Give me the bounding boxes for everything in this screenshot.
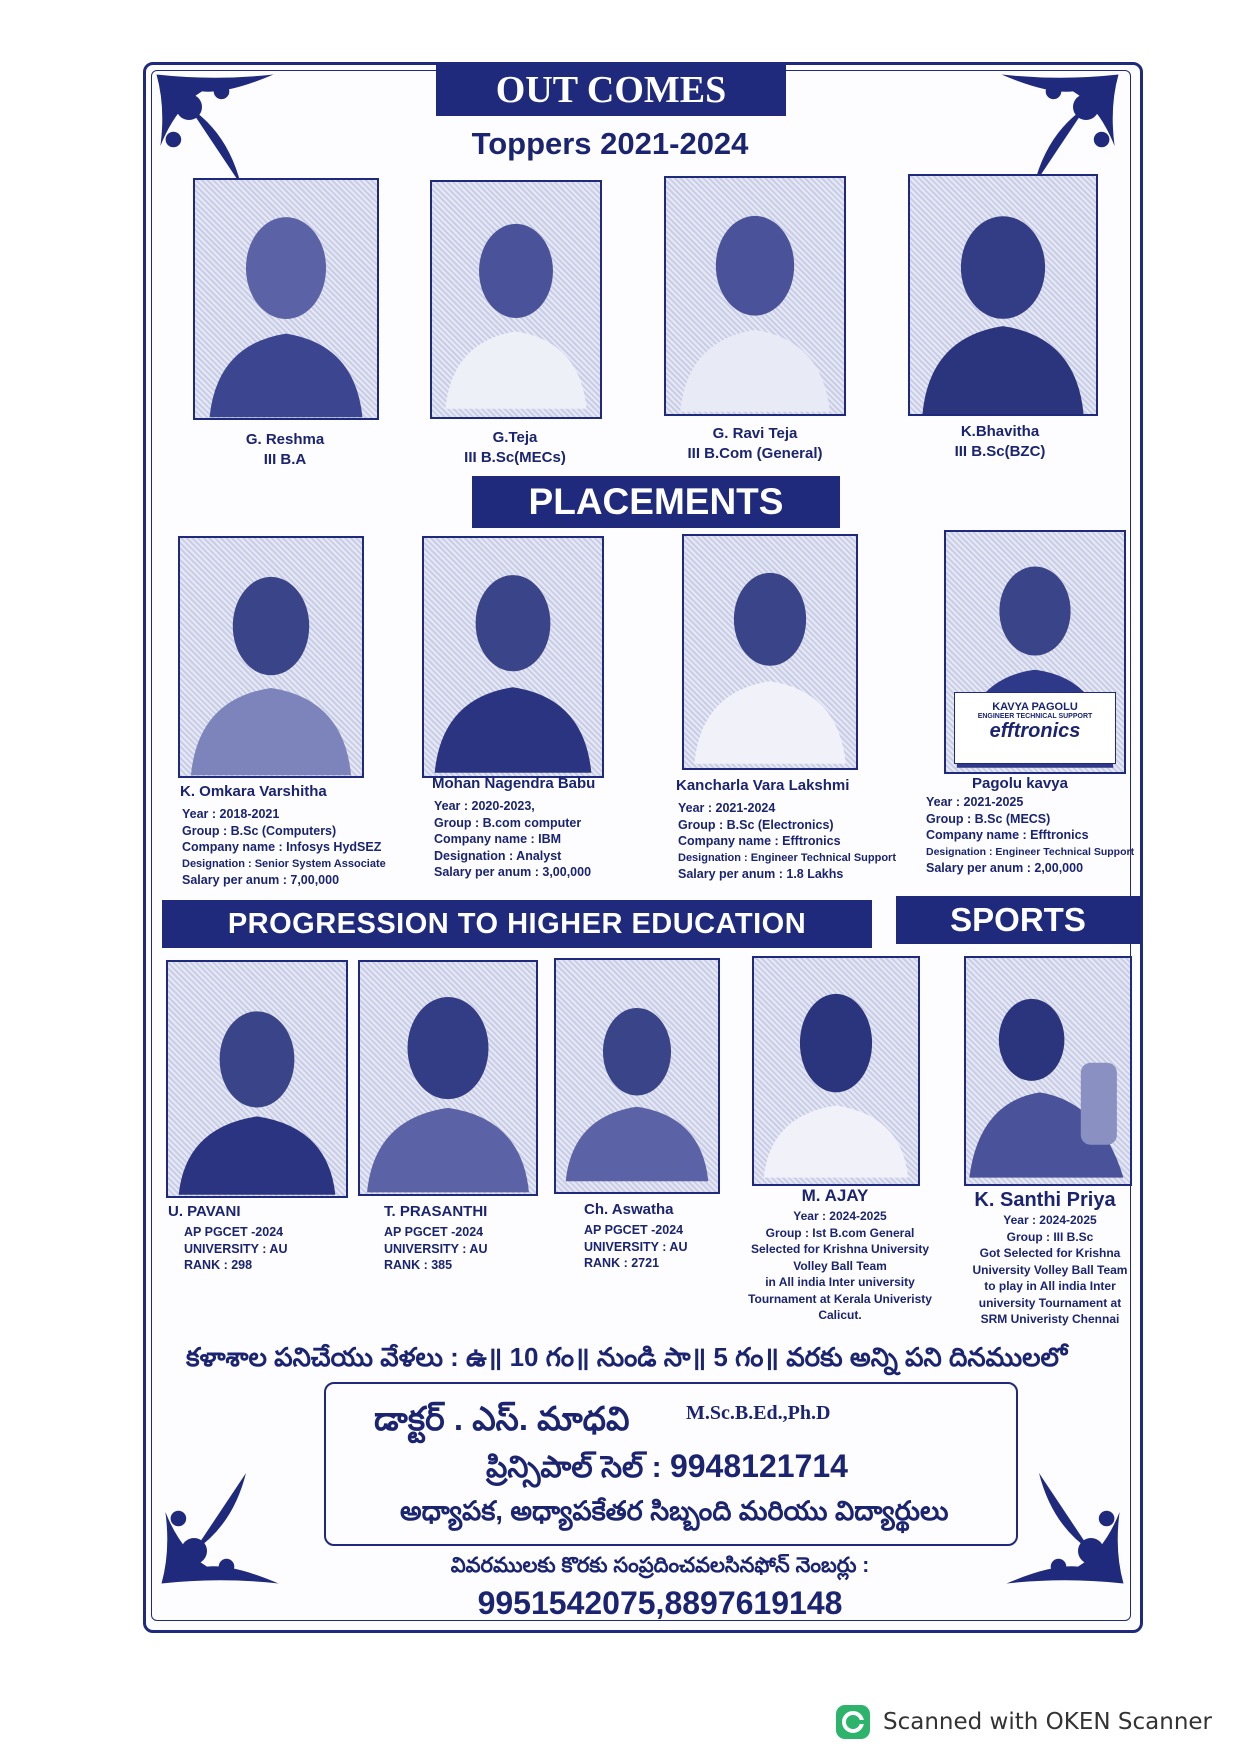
higher-ed-details-1 bbox=[184, 1224, 288, 1274]
topper-name: K.Bhavitha bbox=[960, 423, 1040, 440]
topper-course: III B.Sc(BZC) bbox=[954, 443, 1046, 460]
detail-line: Group : B.com computer bbox=[434, 815, 582, 830]
placement-photo-4 bbox=[944, 530, 1126, 774]
detail-line: UNIVERSITY : AU bbox=[384, 1241, 488, 1256]
college-hours: కళాశాల పనిచేయు వేళలు : ఉ॥ 10 గం॥ నుండి సా॥ 5 గం॥ వరకు అన్ని పని దినములలో bbox=[186, 1342, 1068, 1372]
detail-line: Got Selected for Krishna bbox=[979, 1246, 1121, 1260]
detail-line: Year : 2024-2025 bbox=[1003, 1213, 1097, 1227]
principal-degree: M.Sc.B.Ed.,Ph.D bbox=[686, 1402, 831, 1424]
topper-course: III B.Com (General) bbox=[687, 445, 823, 462]
topper-name: G. Reshma bbox=[245, 431, 325, 448]
higher-ed-name-3: Ch. Aswatha bbox=[584, 1201, 674, 1218]
sports-name-2: K. Santhi Priya bbox=[974, 1189, 1116, 1211]
detail-line: Company name : Infosys HydSEZ bbox=[182, 840, 382, 854]
detail-line: Salary per anum : 2,00,000 bbox=[926, 861, 1084, 875]
topper-caption-1 bbox=[195, 430, 375, 470]
sports-banner: SPORTS bbox=[896, 896, 1140, 944]
detail-line: Volley Ball Team bbox=[793, 1258, 887, 1273]
higher-ed-photo-3 bbox=[554, 958, 720, 1194]
scanner-watermark bbox=[835, 1702, 1215, 1742]
detail-line: Group : B.Sc (Electronics) bbox=[678, 817, 834, 832]
detail-line: AP PGCET -2024 bbox=[584, 1223, 684, 1237]
sports-details-1 bbox=[720, 1208, 960, 1324]
detail-line: Group : III B.Sc bbox=[1006, 1229, 1094, 1244]
employee-id-badge bbox=[954, 692, 1116, 764]
topper-photo-3 bbox=[664, 176, 846, 416]
detail-line: Year : 2020-2023, bbox=[434, 799, 535, 813]
detail-line: university Tournament at bbox=[978, 1295, 1122, 1310]
detail-line: Salary per anum : 1.8 Lakhs bbox=[678, 867, 844, 881]
detail-line: AP PGCET -2024 bbox=[184, 1225, 284, 1239]
placement-name-1: K. Omkara Varshitha bbox=[180, 783, 327, 800]
topper-caption-2 bbox=[420, 428, 610, 468]
contact-label: వివరములకు కొరకు సంప్రదించవలసినఫోన్ నెంబర్లు : bbox=[450, 1554, 870, 1577]
detail-line: Group : B.Sc (MECS) bbox=[926, 811, 1051, 826]
detail-line: UNIVERSITY : AU bbox=[184, 1241, 288, 1256]
placement-details-4 bbox=[926, 794, 1134, 877]
topper-photo-2 bbox=[430, 180, 602, 419]
higher-education-banner: PROGRESSION TO HIGHER EDUCATION bbox=[162, 900, 872, 948]
topper-caption-3 bbox=[655, 424, 855, 464]
sports-name-1: M. AJAY bbox=[801, 1186, 869, 1205]
badge-company: efftronics bbox=[989, 720, 1081, 742]
outcomes-banner: OUT COMES bbox=[436, 64, 786, 116]
placements-banner: PLACEMENTS bbox=[472, 476, 840, 528]
higher-ed-name-1: U. PAVANI bbox=[168, 1203, 241, 1220]
detail-line: AP PGCET -2024 bbox=[384, 1225, 484, 1239]
sports-photo-1 bbox=[752, 956, 920, 1186]
placement-name-4: Pagolu kavya bbox=[972, 775, 1068, 792]
placement-details-1 bbox=[182, 806, 386, 889]
placement-name-2: Mohan Nagendra Babu bbox=[432, 775, 596, 792]
contact-numbers: 9951542075,8897619148 bbox=[477, 1585, 843, 1621]
higher-ed-photo-2 bbox=[358, 960, 538, 1196]
placement-details-3 bbox=[678, 800, 896, 883]
principal-name: డాక్టర్ . ఎస్. మాధవి bbox=[374, 1400, 630, 1437]
toppers-heading: Toppers 2021-2024 bbox=[471, 126, 749, 161]
topper-course: III B.Sc(MECs) bbox=[464, 449, 566, 466]
topper-name: G.Teja bbox=[492, 429, 538, 446]
detail-line: RANK : 385 bbox=[384, 1258, 453, 1272]
floral-ornament-bottom-left bbox=[155, 1460, 285, 1590]
placement-photo-3 bbox=[682, 534, 858, 770]
principal-cell-number: 9948121714 bbox=[669, 1448, 848, 1484]
badge-role: ENGINEER TECHNICAL SUPPORT bbox=[977, 713, 1093, 720]
detail-line: Year : 2021-2025 bbox=[926, 795, 1024, 809]
detail-line: Salary per anum : 7,00,000 bbox=[182, 873, 340, 887]
detail-line: Company name : Efftronics bbox=[926, 828, 1089, 842]
sports-details-2 bbox=[960, 1212, 1140, 1328]
topper-name: G. Ravi Teja bbox=[712, 425, 798, 442]
detail-line: Calicut. bbox=[818, 1308, 862, 1322]
sports-photo-2 bbox=[964, 956, 1132, 1186]
detail-line: Designation : Engineer Technical Support bbox=[926, 845, 1135, 858]
detail-line: in All india Inter university bbox=[765, 1275, 915, 1289]
topper-caption-4 bbox=[905, 422, 1095, 462]
principal-cell-label: ప్రిన్సిపాల్ సెల్ : bbox=[486, 1451, 670, 1484]
placement-photo-2 bbox=[422, 536, 604, 778]
detail-line: Year : 2021-2024 bbox=[678, 801, 776, 815]
higher-ed-name-2: T. PRASANTHI bbox=[384, 1203, 488, 1220]
topper-course: III B.A bbox=[263, 451, 307, 468]
detail-line: Group : Ist B.com General bbox=[765, 1225, 915, 1240]
detail-line: Designation : Engineer Technical Support bbox=[678, 851, 896, 864]
detail-line: Designation : Senior System Associate bbox=[182, 857, 386, 870]
detail-line: Year : 2018-2021 bbox=[182, 807, 280, 821]
oken-scanner-logo-icon bbox=[835, 1704, 871, 1740]
placement-name-3: Kancharla Vara Lakshmi bbox=[676, 777, 850, 794]
placement-photo-1 bbox=[178, 536, 364, 778]
detail-line: Company name : IBM bbox=[434, 832, 562, 846]
detail-line: Year : 2024-2025 bbox=[793, 1209, 887, 1223]
detail-line: SRM Univeristy Chennai bbox=[980, 1312, 1120, 1326]
badge-name: KAVYA PAGOLU bbox=[992, 701, 1078, 713]
topper-photo-4 bbox=[908, 174, 1098, 416]
detail-line: University Volley Ball Team bbox=[972, 1262, 1128, 1277]
principal-cell bbox=[486, 1446, 848, 1488]
detail-line: to play in All india Inter bbox=[984, 1279, 1116, 1293]
higher-ed-details-3 bbox=[584, 1222, 688, 1272]
scanner-text: Scanned with OKEN Scanner bbox=[883, 1709, 1212, 1735]
floral-ornament-bottom-right bbox=[1000, 1460, 1130, 1590]
detail-line: Group : B.Sc (Computers) bbox=[182, 823, 337, 838]
detail-line: Tournament at Kerala Univeristy bbox=[748, 1291, 932, 1306]
staff-line: అధ్యాపక, అధ్యాపకేతర సిబ్బంది మరియు విద్యార్థులు bbox=[400, 1496, 949, 1526]
detail-line: Salary per anum : 3,00,000 bbox=[434, 865, 592, 879]
placement-details-2 bbox=[434, 798, 591, 881]
detail-line: UNIVERSITY : AU bbox=[584, 1239, 688, 1254]
detail-line: RANK : 2721 bbox=[584, 1256, 660, 1270]
higher-ed-details-2 bbox=[384, 1224, 488, 1274]
topper-photo-1 bbox=[193, 178, 379, 420]
detail-line: RANK : 298 bbox=[184, 1258, 253, 1272]
detail-line: Selected for Krishna University bbox=[750, 1242, 930, 1256]
detail-line: Designation : Analyst bbox=[434, 848, 562, 863]
detail-line: Company name : Efftronics bbox=[678, 834, 841, 848]
higher-ed-photo-1 bbox=[166, 960, 348, 1198]
